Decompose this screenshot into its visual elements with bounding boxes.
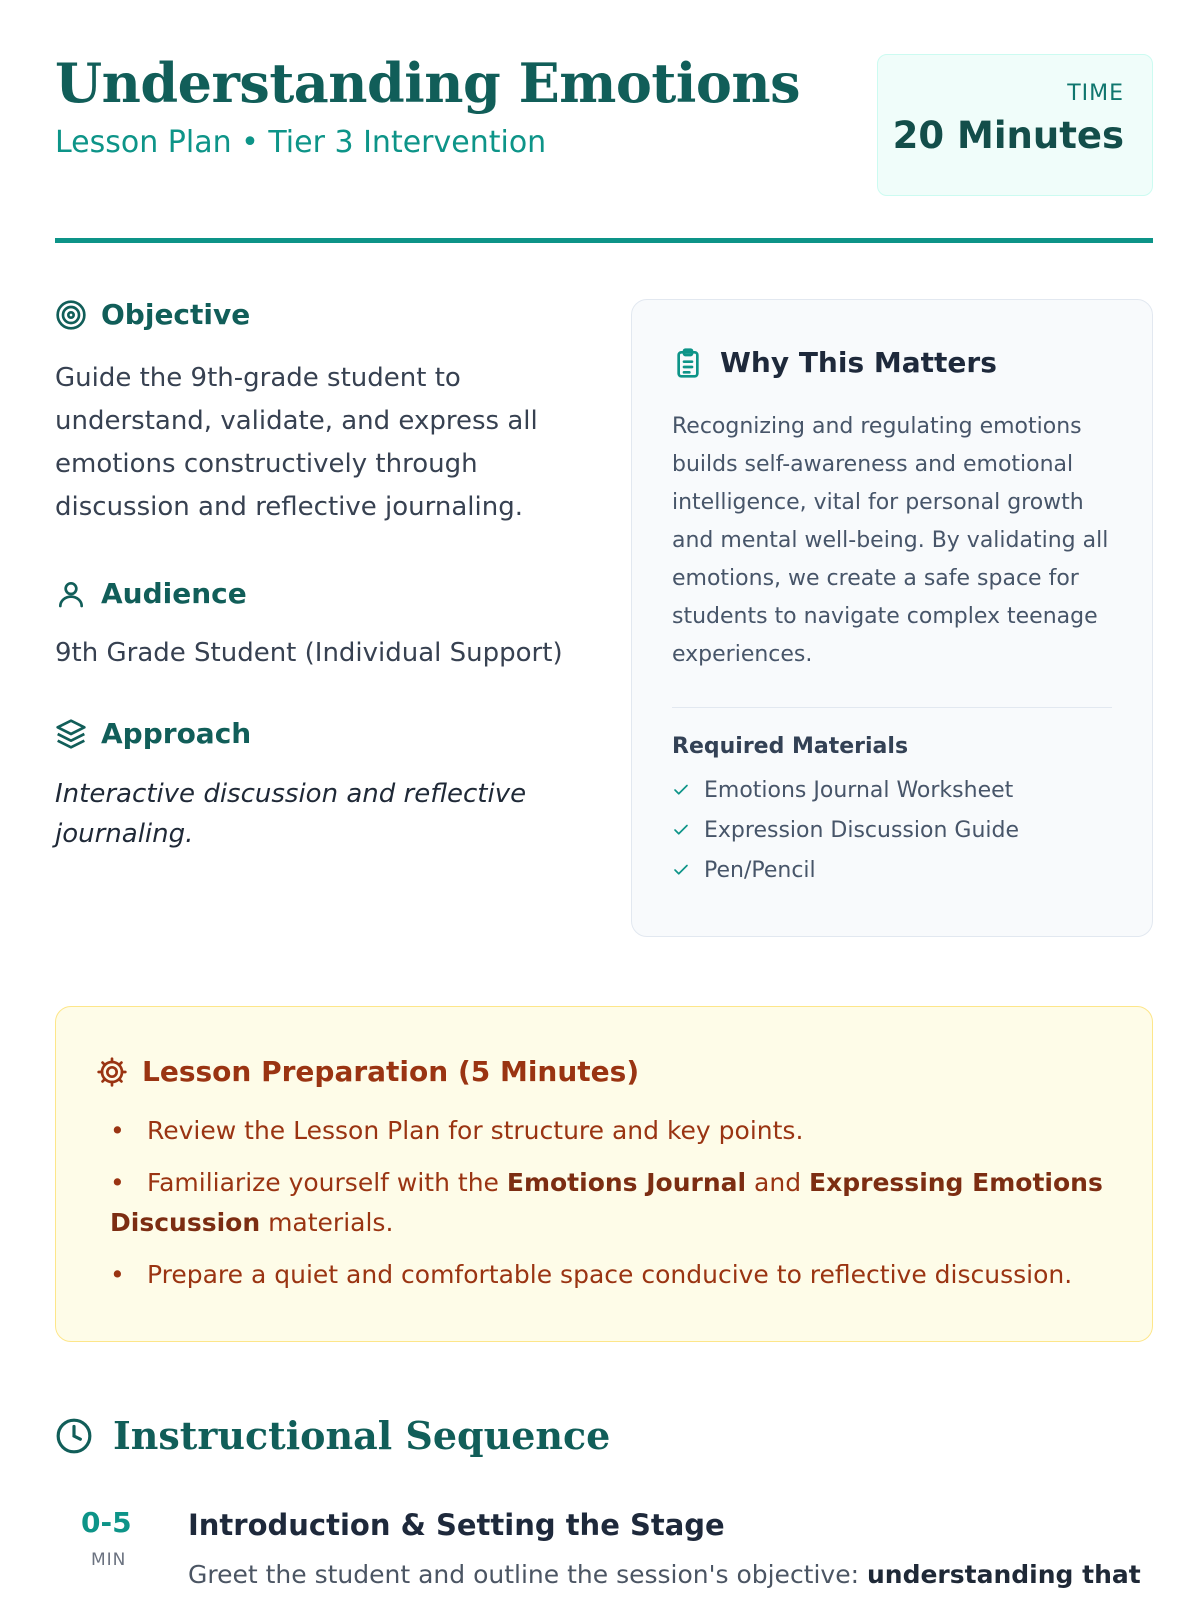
check-icon <box>672 821 690 839</box>
step-time-unit: MIN <box>91 1550 127 1570</box>
prep-title: Lesson Preparation (5 Minutes) <box>142 1055 640 1088</box>
why-heading <box>672 346 997 379</box>
prep-item-text: Prepare a quiet and comfortable space conducive to reflective discussion. <box>147 1260 1073 1289</box>
prep-item-text: Familiarize yourself with the <box>147 1168 507 1197</box>
audience-text: 9th Grade Student (Individual Support) <box>55 638 563 668</box>
step-description <box>188 1560 1141 1589</box>
prep-heading <box>96 1055 639 1088</box>
approach-heading <box>55 717 251 750</box>
check-icon <box>672 781 690 799</box>
time-value: 20 Minutes <box>892 114 1124 157</box>
lesson-plan-page <box>55 0 1153 1600</box>
clock-icon <box>55 1417 93 1455</box>
material-item <box>672 850 1019 890</box>
approach-text: Interactive discussion and reflective journaling. <box>55 779 527 849</box>
objective-text: Guide the 9th-grade student to understand, validate, and express all emotions constructively through discussion and reflective journaling. <box>55 363 538 522</box>
material-item <box>672 810 1019 850</box>
card-divider <box>672 707 1112 708</box>
approach-title: Approach <box>101 717 252 750</box>
objective-heading <box>55 298 250 331</box>
prep-item: • Prepare a quiet and comfortable space conducive to reflective discussion. <box>110 1260 1073 1289</box>
step-desc-text: Greet the student and outline the session's objective: <box>188 1560 867 1589</box>
prep-item-text: materials. <box>260 1208 394 1237</box>
material-label: Pen/Pencil <box>704 857 816 883</box>
header-divider <box>55 238 1153 243</box>
materials-title: Required Materials <box>672 734 909 759</box>
material-label: Emotions Journal Worksheet <box>704 777 1014 803</box>
user-icon <box>55 578 87 610</box>
why-text: Recognizing and regulating emotions builds self-awareness and emotional intelligence, vital for personal growth and mental well-being. By validating all emotions, we create a safe space for students to navigate complex teenage experiences. <box>672 414 1109 667</box>
step-time-range: 0-5 <box>81 1506 132 1539</box>
prep-item: • Review the Lesson Plan for structure and key points. <box>110 1116 804 1145</box>
page-subtitle: Lesson Plan • Tier 3 Intervention <box>55 125 547 160</box>
gear-icon <box>96 1056 128 1088</box>
materials-list <box>672 770 1019 890</box>
step-title: Introduction & Setting the Stage <box>188 1508 725 1542</box>
prep-item-emphasis: Expressing Emotions Discussion <box>110 1168 1103 1237</box>
prep-item: • Familiarize yourself with the Emotions Journal and Expressing Emotions Discussion materials. <box>110 1168 1103 1237</box>
check-icon <box>672 861 690 879</box>
prep-item-emphasis: Emotions Journal <box>506 1168 747 1197</box>
why-title: Why This Matters <box>720 346 997 379</box>
prep-item-text: Review the Lesson Plan for structure and key points. <box>147 1116 804 1145</box>
sequence-heading <box>55 1413 610 1458</box>
layers-icon <box>55 718 87 750</box>
why-card <box>631 299 1153 937</box>
clipboard-icon <box>672 347 704 379</box>
step-desc-emphasis: understanding that <box>866 1560 1141 1589</box>
material-label: Expression Discussion Guide <box>704 817 1020 843</box>
audience-title: Audience <box>101 577 247 610</box>
objective-title: Objective <box>101 298 251 331</box>
target-icon <box>55 299 87 331</box>
prep-item-text: and <box>746 1168 810 1197</box>
prep-list <box>110 1111 1110 1307</box>
time-label: TIME <box>1067 81 1124 106</box>
time-box <box>877 54 1153 196</box>
prep-box <box>55 1006 1153 1342</box>
audience-heading <box>55 577 247 610</box>
page-title: Understanding Emotions <box>55 51 801 115</box>
sequence-title: Instructional Sequence <box>113 1413 611 1458</box>
material-item <box>672 770 1019 810</box>
